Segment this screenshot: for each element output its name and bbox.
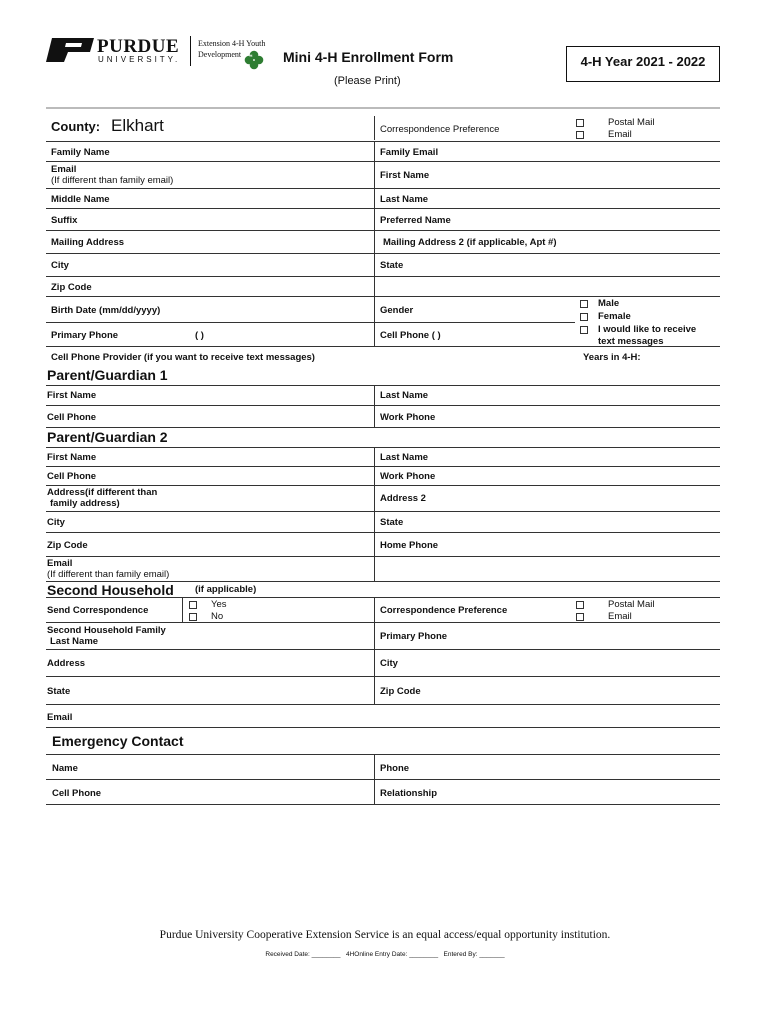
email-option[interactable] xyxy=(576,129,632,142)
email-note: (If different than family email) xyxy=(51,175,174,186)
suffix-label: Suffix xyxy=(51,215,78,226)
emergency-cell-phone-label: Cell Phone xyxy=(52,788,102,799)
extension-text-2: Development xyxy=(198,50,242,59)
second-primary-phone-label: Primary Phone xyxy=(380,631,448,642)
postal-mail-label: Postal Mail xyxy=(608,117,655,128)
emergency-title: Emergency Contact xyxy=(52,733,184,749)
female-label: Female xyxy=(598,311,631,322)
pg2-first-name-label: First Name xyxy=(47,452,97,463)
second-state-label: State xyxy=(47,686,71,697)
divider xyxy=(46,532,720,533)
corr-pref-label: Correspondence Preference xyxy=(380,124,500,135)
divider xyxy=(46,296,720,297)
divider xyxy=(46,385,720,386)
second-city-label: City xyxy=(380,658,398,669)
divider xyxy=(46,447,720,448)
pg2-state-label: State xyxy=(380,517,404,528)
second-postal-label: Postal Mail xyxy=(608,599,655,610)
divider xyxy=(46,230,720,231)
emergency-name-label: Name xyxy=(52,763,78,774)
divider xyxy=(46,346,720,347)
divider xyxy=(46,597,720,598)
state-label: State xyxy=(380,260,404,271)
pg2-city-label: City xyxy=(47,517,65,528)
second-column-divider xyxy=(374,597,375,704)
divider xyxy=(46,253,720,254)
middle-name-label: Middle Name xyxy=(51,194,110,205)
postal-mail-checkbox[interactable] xyxy=(576,119,584,127)
send-corr-divider xyxy=(182,597,183,622)
divider xyxy=(46,649,720,650)
cell-phone-label: Cell Phone ( ) xyxy=(380,330,441,341)
family-email-label: Family Email xyxy=(380,147,439,158)
primary-phone-parens: ( ) xyxy=(195,330,204,341)
pg2-home-phone-label: Home Phone xyxy=(380,540,439,551)
clover-icon xyxy=(244,50,264,70)
city-label: City xyxy=(51,260,69,271)
last-name-label: Last Name xyxy=(380,194,429,205)
emergency-relationship-label: Relationship xyxy=(380,788,438,799)
received-date: Received Date: ________ xyxy=(265,951,341,958)
emergency-phone-label: Phone xyxy=(380,763,410,774)
second-email-checkbox[interactable] xyxy=(576,613,584,621)
second-email-label: Email xyxy=(47,712,73,723)
family-name-label: Family Name xyxy=(51,147,110,158)
divider xyxy=(46,556,720,557)
text-messages-checkbox[interactable] xyxy=(580,326,588,334)
divider xyxy=(46,727,720,728)
pg1-work-phone-label: Work Phone xyxy=(380,412,436,423)
year-box xyxy=(566,46,720,82)
divider xyxy=(46,322,374,323)
county-divider xyxy=(374,116,375,140)
male-label: Male xyxy=(598,298,620,309)
divider xyxy=(46,779,720,780)
female-checkbox[interactable] xyxy=(580,313,588,321)
pg2-address2-label: Address 2 xyxy=(380,493,426,504)
family-last-name-label-2: Last Name xyxy=(50,636,99,647)
pg2-cell-phone-label: Cell Phone xyxy=(47,471,97,482)
county-value[interactable]: Elkhart xyxy=(111,116,164,135)
provider-label: Cell Phone Provider (if you want to receive text messages) xyxy=(51,352,315,363)
county-label: County: xyxy=(51,119,101,134)
pg2-zip-label: Zip Code xyxy=(47,540,88,551)
second-address-label: Address xyxy=(47,658,86,669)
email-label: Email xyxy=(51,164,77,175)
second-postal-option[interactable] xyxy=(576,599,654,612)
yes-option[interactable] xyxy=(189,599,227,612)
pg2-email-note: (If different than family email) xyxy=(47,569,170,580)
second-household-title: Second Household xyxy=(47,582,174,598)
divider xyxy=(46,161,720,162)
pg1-title: Parent/Guardian 1 xyxy=(47,367,168,383)
years-in-4h-label: Years in 4-H: xyxy=(583,352,641,363)
send-correspondence-label: Send Correspondence xyxy=(47,605,149,616)
divider xyxy=(46,208,720,209)
female-option[interactable] xyxy=(580,311,631,324)
divider xyxy=(46,485,720,486)
text-messages-label: I would like to receive xyxy=(598,324,697,335)
divider xyxy=(46,188,720,189)
logo-main-text: PURDUE xyxy=(97,36,180,57)
if-applicable-label: (if applicable) xyxy=(195,584,257,595)
text-messages-option[interactable] xyxy=(580,324,696,337)
divider xyxy=(46,754,720,755)
entered-by: Entered By: _______ xyxy=(443,951,505,958)
mailing-address-label: Mailing Address xyxy=(51,237,125,248)
divider xyxy=(46,405,720,406)
text-messages-label-2: text messages xyxy=(598,336,664,347)
gender-label: Gender xyxy=(380,305,414,316)
mailing-address2-label: Mailing Address 2 (if applicable, Apt #) xyxy=(383,237,557,248)
divider xyxy=(46,704,720,705)
header-rule xyxy=(46,107,720,109)
first-name-label: First Name xyxy=(380,170,430,181)
pg1-cell-phone-label: Cell Phone xyxy=(47,412,97,423)
second-postal-checkbox[interactable] xyxy=(576,601,584,609)
footer-statement: Purdue University Cooperative Extension Service is an equal access/equal opportunity institution. xyxy=(159,929,611,941)
pg2-address-label-2: family address) xyxy=(50,498,120,509)
member-column-divider xyxy=(374,141,375,346)
postal-mail-option[interactable] xyxy=(576,117,654,130)
svg-text:H: H xyxy=(249,53,253,58)
divider xyxy=(46,804,720,805)
no-checkbox[interactable] xyxy=(189,613,197,621)
male-option[interactable] xyxy=(580,298,619,311)
email-checkbox[interactable] xyxy=(576,131,584,139)
divider xyxy=(46,466,720,467)
yes-checkbox[interactable] xyxy=(189,601,197,609)
purdue-p-icon xyxy=(44,36,96,64)
primary-phone-label: Primary Phone xyxy=(51,330,119,341)
form-title: Mini 4-H Enrollment Form xyxy=(283,49,454,65)
pg1-first-name-label: First Name xyxy=(47,390,97,401)
pg1-last-name-label: Last Name xyxy=(380,390,429,401)
pg2-last-name-label: Last Name xyxy=(380,452,429,463)
logo-divider xyxy=(190,36,191,66)
no-label: No xyxy=(211,611,224,622)
divider xyxy=(46,511,720,512)
email-option-label: Email xyxy=(608,129,632,140)
year-text: 4-H Year 2021 - 2022 xyxy=(580,54,706,69)
yes-label: Yes xyxy=(211,599,227,610)
online-entry-date: 4HOnline Entry Date: ________ xyxy=(345,951,439,958)
pg2-column-divider xyxy=(374,447,375,581)
extension-text-1: Extension 4-H Youth xyxy=(198,39,266,48)
pg2-work-phone-label: Work Phone xyxy=(380,471,436,482)
divider xyxy=(46,141,720,142)
emergency-column-divider xyxy=(374,754,375,804)
family-last-name-label: Second Household Family xyxy=(47,625,166,636)
zip-label: Zip Code xyxy=(51,282,92,293)
pg2-email-label: Email xyxy=(47,558,73,569)
print-note: (Please Print) xyxy=(334,75,401,87)
pg1-column-divider xyxy=(374,385,375,427)
second-corr-pref-label: Correspondence Preference xyxy=(380,605,508,616)
second-email-opt-label: Email xyxy=(608,611,632,622)
divider xyxy=(46,622,720,623)
pg2-address-label: Address(if different than xyxy=(47,487,158,498)
second-zip-label: Zip Code xyxy=(380,686,421,697)
divider xyxy=(46,276,720,277)
purdue-logo xyxy=(44,36,186,66)
preferred-name-label: Preferred Name xyxy=(380,215,451,226)
male-checkbox[interactable] xyxy=(580,300,588,308)
divider xyxy=(375,322,575,323)
divider xyxy=(46,427,720,428)
pg2-title: Parent/Guardian 2 xyxy=(47,429,168,445)
office-use-line xyxy=(0,951,770,958)
birth-date-label: Birth Date (mm/dd/yyyy) xyxy=(51,305,161,316)
divider xyxy=(46,676,720,677)
logo-sub-text: UNIVERSITY. xyxy=(98,55,181,64)
